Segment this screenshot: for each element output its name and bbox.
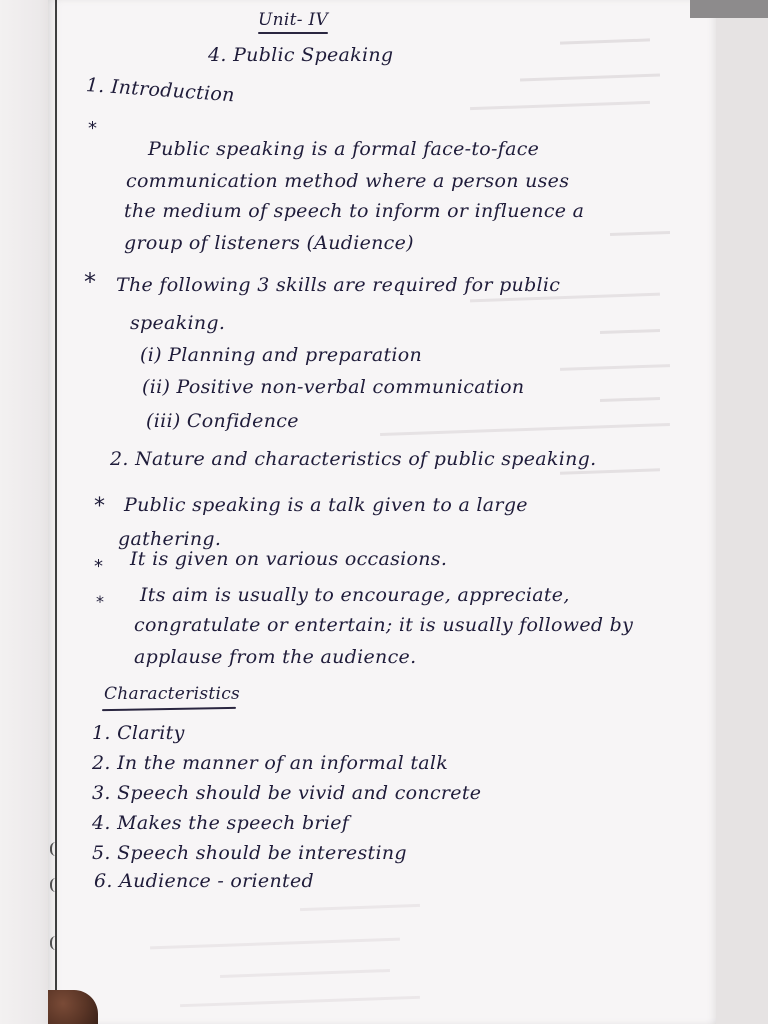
intro-bullet1-line4: group of listeners (Audience) bbox=[124, 232, 414, 254]
nature-bullet1-line2: gathering. bbox=[118, 528, 222, 550]
nature-bullet3-line1: Its aim is usually to encourage, appreciate, bbox=[140, 584, 570, 606]
unit-underline bbox=[258, 32, 328, 34]
characteristic-item: 2. In the manner of an informal talk bbox=[92, 752, 449, 774]
intro-bullet1-line3: the medium of speech to inform or influence a bbox=[124, 200, 585, 222]
section-heading-nature: 2. Nature and characteristics of public speaking. bbox=[110, 448, 597, 470]
unit-heading: Unit- IV bbox=[258, 10, 329, 30]
intro-bullet1-line1: Public speaking is a formal face-to-face bbox=[148, 138, 540, 160]
bullet-icon: * bbox=[94, 494, 105, 519]
nature-bullet3-line3: applause from the audience. bbox=[134, 646, 417, 668]
margin-mark bbox=[50, 878, 58, 892]
characteristic-item: 3. Speech should be vivid and concrete bbox=[92, 782, 482, 804]
page-edge-right bbox=[716, 0, 768, 1024]
bullet-icon: * bbox=[96, 592, 104, 611]
bullet-icon: * bbox=[84, 268, 96, 296]
characteristic-item: 4. Makes the speech brief bbox=[92, 812, 350, 834]
skill-item: (ii) Positive non-verbal communication bbox=[142, 376, 525, 398]
skill-item: (i) Planning and preparation bbox=[140, 344, 423, 366]
nature-bullet2: It is given on various occasions. bbox=[130, 548, 448, 570]
bullet-icon: * bbox=[94, 556, 103, 577]
nature-bullet3-line2: congratulate or entertain; it is usually followed by bbox=[134, 614, 634, 636]
section-heading-introduction: 1. Introduction bbox=[85, 74, 236, 107]
nature-bullet1-line1: Public speaking is a talk given to a large bbox=[124, 494, 528, 516]
characteristics-heading: Characteristics bbox=[104, 684, 241, 704]
margin-mark bbox=[50, 842, 58, 856]
margin-mark bbox=[50, 936, 58, 950]
intro-bullet2-line2: speaking. bbox=[130, 312, 226, 334]
intro-bullet1-line2: communication method where a person uses bbox=[126, 170, 570, 192]
characteristic-item: 6. Audience - oriented bbox=[94, 870, 314, 892]
background-corner bbox=[690, 0, 768, 18]
characteristic-item: 1. Clarity bbox=[92, 722, 185, 744]
skill-item: (iii) Confidence bbox=[146, 410, 299, 432]
characteristic-item: 5. Speech should be interesting bbox=[92, 842, 407, 864]
bullet-icon: * bbox=[88, 118, 97, 139]
topic-heading: 4. Public Speaking bbox=[208, 44, 394, 66]
intro-bullet2-line1: The following 3 skills are required for public bbox=[116, 274, 561, 296]
